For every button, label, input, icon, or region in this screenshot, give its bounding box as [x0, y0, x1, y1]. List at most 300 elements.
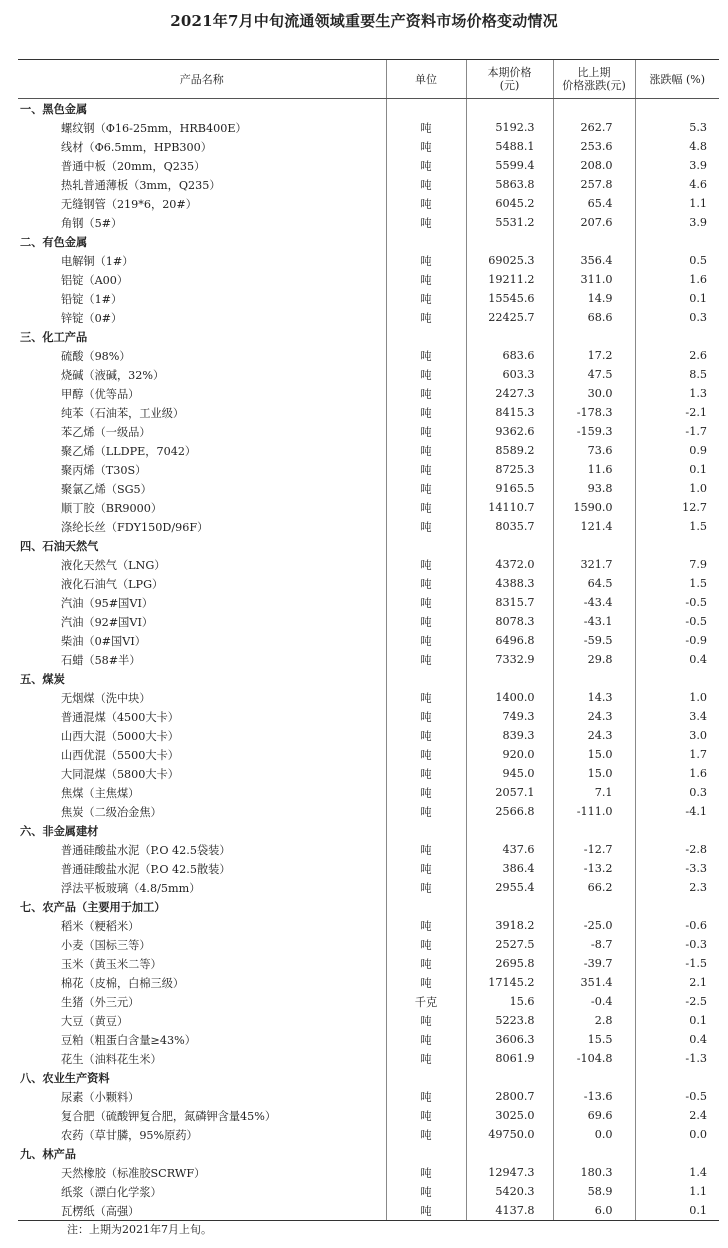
product-percent: 0.0: [635, 1125, 719, 1144]
category-name: 六、非金属建材: [20, 823, 99, 838]
product-percent: 5.3: [635, 118, 719, 137]
table-row: [18, 479, 719, 498]
product-name: 普通硅酸盐水泥（P.O 42.5散装）: [61, 862, 231, 876]
product-percent: -0.3: [635, 935, 719, 954]
product-price: 5420.3: [466, 1182, 553, 1201]
product-price: 2695.8: [466, 954, 553, 973]
product-percent: 1.3: [635, 384, 719, 403]
product-change: 7.1: [553, 783, 635, 802]
product-name: 纸浆（漂白化学浆）: [61, 1185, 162, 1199]
table-body: [18, 99, 719, 1221]
category-row: [18, 669, 719, 688]
category-percent-cell: [635, 327, 719, 346]
table-row: [18, 213, 719, 232]
category-unit-cell: [386, 669, 466, 688]
category-percent-cell: [635, 536, 719, 555]
product-name: 角钢（5#）: [61, 216, 123, 230]
product-name: 玉米（黄玉米二等）: [61, 957, 162, 971]
category-change-cell: [553, 1144, 635, 1163]
category-unit-cell: [386, 1144, 466, 1163]
product-change: 14.3: [553, 688, 635, 707]
product-price: 5863.8: [466, 175, 553, 194]
product-price: 8589.2: [466, 441, 553, 460]
product-price: 4388.3: [466, 574, 553, 593]
product-unit: 吨: [386, 878, 466, 897]
product-change: 321.7: [553, 555, 635, 574]
product-change: 356.4: [553, 251, 635, 270]
product-unit: 吨: [386, 954, 466, 973]
product-price: 3606.3: [466, 1030, 553, 1049]
table-header-row: [18, 60, 719, 99]
product-change: 180.3: [553, 1163, 635, 1182]
product-unit: 吨: [386, 1049, 466, 1068]
product-change: -159.3: [553, 422, 635, 441]
category-change-cell: [553, 232, 635, 251]
category-row: [18, 897, 719, 916]
product-name: 大同混煤（5800大卡）: [61, 767, 179, 781]
product-change: 208.0: [553, 156, 635, 175]
table-row: [18, 289, 719, 308]
product-price: 1400.0: [466, 688, 553, 707]
table-row: [18, 593, 719, 612]
product-percent: 0.4: [635, 650, 719, 669]
product-unit: 吨: [386, 764, 466, 783]
product-name: 小麦（国标三等）: [61, 938, 151, 952]
table-row: [18, 783, 719, 802]
product-change: -39.7: [553, 954, 635, 973]
product-percent: -0.5: [635, 593, 719, 612]
category-change-cell: [553, 1068, 635, 1087]
product-name: 锌锭（0#）: [61, 311, 123, 325]
product-percent: 0.4: [635, 1030, 719, 1049]
table-row: [18, 460, 719, 479]
product-name: 烧碱（液碱，32%）: [61, 368, 165, 382]
table-row: [18, 194, 719, 213]
product-percent: -4.1: [635, 802, 719, 821]
product-price: 69025.3: [466, 251, 553, 270]
category-percent-cell: [635, 821, 719, 840]
product-price: 2566.8: [466, 802, 553, 821]
product-price: 8415.3: [466, 403, 553, 422]
product-unit: 吨: [386, 346, 466, 365]
category-row: [18, 1144, 719, 1163]
product-unit: 吨: [386, 973, 466, 992]
product-change: 11.6: [553, 460, 635, 479]
product-unit: 千克: [386, 992, 466, 1011]
table-row: [18, 916, 719, 935]
product-price: 3918.2: [466, 916, 553, 935]
product-percent: 2.6: [635, 346, 719, 365]
product-name: 苯乙烯（一级品）: [61, 425, 151, 439]
product-name: 棉花（皮棉，白棉三级）: [61, 976, 185, 990]
table-row: [18, 555, 719, 574]
product-unit: 吨: [386, 1125, 466, 1144]
product-name: 纯苯（石油苯，工业级）: [61, 406, 185, 420]
product-unit: 吨: [386, 1030, 466, 1049]
product-change: 24.3: [553, 726, 635, 745]
header-price: 本期价格 (元): [466, 60, 553, 99]
table-row: [18, 137, 719, 156]
product-change: -8.7: [553, 935, 635, 954]
product-percent: 3.9: [635, 156, 719, 175]
product-name: 汽油（95#国VI）: [61, 596, 154, 610]
product-unit: 吨: [386, 1011, 466, 1030]
product-price: 8061.9: [466, 1049, 553, 1068]
table-row: [18, 1201, 719, 1221]
category-change-cell: [553, 99, 635, 119]
footnote: 注：上期为2021年7月上旬。: [67, 1223, 212, 1236]
product-change: 0.0: [553, 1125, 635, 1144]
header-percent: 涨跌幅 (%): [635, 60, 719, 99]
table-row: [18, 1106, 719, 1125]
product-unit: 吨: [386, 631, 466, 650]
product-change: -178.3: [553, 403, 635, 422]
product-unit: 吨: [386, 688, 466, 707]
product-unit: 吨: [386, 593, 466, 612]
product-change: -25.0: [553, 916, 635, 935]
product-unit: 吨: [386, 1163, 466, 1182]
category-price-cell: [466, 1068, 553, 1087]
product-percent: 1.6: [635, 764, 719, 783]
product-change: 257.8: [553, 175, 635, 194]
product-unit: 吨: [386, 270, 466, 289]
product-price: 8035.7: [466, 517, 553, 536]
product-unit: 吨: [386, 422, 466, 441]
product-change: 68.6: [553, 308, 635, 327]
product-unit: 吨: [386, 745, 466, 764]
product-change: 351.4: [553, 973, 635, 992]
product-price: 5599.4: [466, 156, 553, 175]
product-change: -13.2: [553, 859, 635, 878]
product-name: 尿素（小颗料）: [61, 1090, 140, 1104]
product-percent: 12.7: [635, 498, 719, 517]
product-price: 2527.5: [466, 935, 553, 954]
product-price: 12947.3: [466, 1163, 553, 1182]
product-change: 207.6: [553, 213, 635, 232]
product-change: 73.6: [553, 441, 635, 460]
product-unit: 吨: [386, 555, 466, 574]
product-percent: 0.9: [635, 441, 719, 460]
product-name: 聚乙烯（LLDPE，7042）: [61, 444, 197, 458]
product-percent: 1.7: [635, 745, 719, 764]
product-unit: 吨: [386, 574, 466, 593]
product-percent: -3.3: [635, 859, 719, 878]
product-price: 14110.7: [466, 498, 553, 517]
product-name: 普通硅酸盐水泥（P.O 42.5袋装）: [61, 843, 231, 857]
table-row: [18, 574, 719, 593]
product-name: 硫酸（98%）: [61, 349, 131, 363]
product-change: -12.7: [553, 840, 635, 859]
price-table-container: [18, 59, 719, 1221]
product-name: 普通混煤（4500大卡）: [61, 710, 179, 724]
product-percent: 2.4: [635, 1106, 719, 1125]
product-percent: 3.0: [635, 726, 719, 745]
product-name: 山西优混（5500大卡）: [61, 748, 179, 762]
table-row: [18, 764, 719, 783]
product-name: 液化天然气（LNG）: [61, 558, 166, 572]
table-row: [18, 1049, 719, 1068]
product-percent: 1.4: [635, 1163, 719, 1182]
product-price: 17145.2: [466, 973, 553, 992]
category-name: 八、农业生产资料: [20, 1070, 110, 1085]
product-change: 253.6: [553, 137, 635, 156]
product-unit: 吨: [386, 403, 466, 422]
product-unit: 吨: [386, 175, 466, 194]
product-price: 9362.6: [466, 422, 553, 441]
category-row: [18, 232, 719, 251]
product-change: 58.9: [553, 1182, 635, 1201]
table-row: [18, 422, 719, 441]
product-percent: -0.6: [635, 916, 719, 935]
category-row: [18, 327, 719, 346]
category-name: 五、煤炭: [20, 671, 65, 686]
table-row: [18, 1011, 719, 1030]
product-unit: 吨: [386, 137, 466, 156]
product-unit: 吨: [386, 289, 466, 308]
product-name: 铝锭（A00）: [61, 273, 129, 287]
table-row: [18, 1163, 719, 1182]
product-percent: 0.5: [635, 251, 719, 270]
product-name: 无缝钢管（219*6，20#）: [61, 197, 197, 211]
product-name: 农药（草甘膦，95%原药）: [61, 1128, 198, 1142]
table-row: [18, 1030, 719, 1049]
product-percent: 1.6: [635, 270, 719, 289]
product-unit: 吨: [386, 213, 466, 232]
category-change-cell: [553, 669, 635, 688]
table-row: [18, 118, 719, 137]
table-row: [18, 745, 719, 764]
product-change: 15.0: [553, 745, 635, 764]
product-change: 47.5: [553, 365, 635, 384]
category-unit-cell: [386, 1068, 466, 1087]
category-price-cell: [466, 99, 553, 119]
table-row: [18, 403, 719, 422]
category-name: 四、石油天然气: [20, 538, 99, 553]
product-unit: 吨: [386, 783, 466, 802]
product-change: 69.6: [553, 1106, 635, 1125]
category-percent-cell: [635, 99, 719, 119]
category-unit-cell: [386, 99, 466, 119]
category-unit-cell: [386, 232, 466, 251]
product-change: -43.4: [553, 593, 635, 612]
product-percent: 0.1: [635, 460, 719, 479]
product-unit: 吨: [386, 1087, 466, 1106]
product-name: 聚氯乙烯（SG5）: [61, 482, 152, 496]
category-price-cell: [466, 327, 553, 346]
table-row: [18, 1087, 719, 1106]
category-row: [18, 99, 719, 119]
product-change: 66.2: [553, 878, 635, 897]
product-name: 瓦楞纸（高强）: [18, 1201, 386, 1221]
product-unit: 吨: [386, 156, 466, 175]
product-change: 64.5: [553, 574, 635, 593]
category-change-cell: [553, 821, 635, 840]
product-price: 5531.2: [466, 213, 553, 232]
table-row: [18, 517, 719, 536]
product-percent: -2.8: [635, 840, 719, 859]
table-row: [18, 156, 719, 175]
product-name: 螺纹钢（Φ16-25mm，HRB400E）: [61, 121, 247, 135]
product-change: 15.0: [553, 764, 635, 783]
product-unit: 吨: [386, 859, 466, 878]
product-percent: 1.5: [635, 517, 719, 536]
product-unit: 吨: [386, 1106, 466, 1125]
header-unit: 单位: [386, 60, 466, 99]
product-percent: 7.9: [635, 555, 719, 574]
product-name: 浮法平板玻璃（4.8/5mm）: [61, 881, 201, 895]
product-name: 稻米（粳稻米）: [61, 919, 140, 933]
table-row: [18, 935, 719, 954]
product-name: 花生（油料花生米）: [61, 1052, 162, 1066]
product-percent: 1.0: [635, 688, 719, 707]
product-name: 石蜡（58#半）: [61, 653, 141, 667]
table-row: [18, 688, 719, 707]
product-unit: 吨: [386, 650, 466, 669]
table-row: [18, 1125, 719, 1144]
product-unit: 吨: [386, 460, 466, 479]
table-row: [18, 878, 719, 897]
table-row: [18, 612, 719, 631]
product-price: 749.3: [466, 707, 553, 726]
header-product-name: 产品名称: [18, 60, 386, 99]
product-name: 无烟煤（洗中块）: [61, 691, 151, 705]
category-price-cell: [466, 669, 553, 688]
product-price: 6045.2: [466, 194, 553, 213]
table-row: [18, 802, 719, 821]
product-unit: 吨: [386, 935, 466, 954]
product-unit: 吨: [386, 517, 466, 536]
product-percent: 0.3: [635, 308, 719, 327]
product-price: 15545.6: [466, 289, 553, 308]
table-row: [18, 346, 719, 365]
product-price: 22425.7: [466, 308, 553, 327]
product-price: 2955.4: [466, 878, 553, 897]
product-unit: 吨: [386, 612, 466, 631]
product-name: 大豆（黄豆）: [61, 1014, 129, 1028]
product-percent: 0.1: [635, 1201, 719, 1221]
product-change: -59.5: [553, 631, 635, 650]
product-change: 14.9: [553, 289, 635, 308]
product-price: 603.3: [466, 365, 553, 384]
product-percent: -2.1: [635, 403, 719, 422]
product-unit: 吨: [386, 308, 466, 327]
product-name: 焦炭（二级冶金焦）: [61, 805, 162, 819]
product-price: 5192.3: [466, 118, 553, 137]
product-percent: 0.1: [635, 1011, 719, 1030]
product-name: 复合肥（硫酸钾复合肥，氮磷钾含量45%）: [61, 1109, 277, 1123]
table-row: [18, 707, 719, 726]
product-unit: 吨: [386, 802, 466, 821]
product-price: 386.4: [466, 859, 553, 878]
product-change: -0.4: [553, 992, 635, 1011]
category-name: 九、林产品: [20, 1146, 76, 1161]
product-price: 2427.3: [466, 384, 553, 403]
product-name: 铅锭（1#）: [61, 292, 123, 306]
product-percent: 8.5: [635, 365, 719, 384]
product-name: 山西大混（5000大卡）: [61, 729, 179, 743]
product-price: 15.6: [466, 992, 553, 1011]
category-change-cell: [553, 536, 635, 555]
table-row: [18, 954, 719, 973]
product-change: 65.4: [553, 194, 635, 213]
product-percent: 2.1: [635, 973, 719, 992]
product-price: 683.6: [466, 346, 553, 365]
product-name: 涤纶长丝（FDY150D/96F）: [61, 520, 209, 534]
table-row: [18, 498, 719, 517]
product-price: 920.0: [466, 745, 553, 764]
category-price-cell: [466, 821, 553, 840]
product-price: 4137.8: [466, 1201, 553, 1221]
product-unit: 吨: [386, 118, 466, 137]
product-unit: 吨: [386, 726, 466, 745]
table-row: [18, 270, 719, 289]
category-name: 三、化工产品: [20, 329, 88, 344]
table-row: [18, 1182, 719, 1201]
price-table: [18, 59, 719, 1221]
product-price: 7332.9: [466, 650, 553, 669]
category-name: 七、农产品（主要用于加工）: [20, 899, 166, 914]
product-unit: 吨: [386, 251, 466, 270]
category-row: [18, 536, 719, 555]
product-name: 聚丙烯（T30S）: [61, 463, 147, 477]
product-price: 8315.7: [466, 593, 553, 612]
table-row: [18, 840, 719, 859]
table-row: [18, 973, 719, 992]
product-unit: 吨: [386, 1182, 466, 1201]
category-unit-cell: [386, 327, 466, 346]
product-percent: 0.1: [635, 289, 719, 308]
table-row: [18, 175, 719, 194]
product-percent: 4.6: [635, 175, 719, 194]
category-row: [18, 821, 719, 840]
product-unit: 吨: [386, 1201, 466, 1221]
product-name: 线材（Φ6.5mm，HPB300）: [61, 140, 212, 154]
table-row: [18, 308, 719, 327]
product-price: 9165.5: [466, 479, 553, 498]
product-name: 顺丁胶（BR9000）: [61, 501, 163, 515]
product-price: 2057.1: [466, 783, 553, 802]
product-name: 热轧普通薄板（3mm，Q235）: [61, 178, 221, 192]
product-percent: -0.5: [635, 1087, 719, 1106]
product-unit: 吨: [386, 384, 466, 403]
product-name: 豆粕（粗蛋白含量≥43%）: [61, 1033, 196, 1047]
product-percent: 1.1: [635, 1182, 719, 1201]
product-price: 5488.1: [466, 137, 553, 156]
product-name: 柴油（0#国VI）: [61, 634, 146, 648]
product-price: 5223.8: [466, 1011, 553, 1030]
category-name: 一、黑色金属: [20, 101, 88, 116]
table-row: [18, 251, 719, 270]
product-change: -43.1: [553, 612, 635, 631]
category-unit-cell: [386, 536, 466, 555]
category-percent-cell: [635, 232, 719, 251]
table-row: [18, 859, 719, 878]
product-price: 49750.0: [466, 1125, 553, 1144]
product-unit: 吨: [386, 916, 466, 935]
product-name: 焦煤（主焦煤）: [61, 786, 140, 800]
product-percent: 1.0: [635, 479, 719, 498]
table-row: [18, 650, 719, 669]
category-percent-cell: [635, 669, 719, 688]
category-change-cell: [553, 327, 635, 346]
product-price: 839.3: [466, 726, 553, 745]
product-name: 液化石油气（LPG）: [61, 577, 164, 591]
product-change: 6.0: [553, 1201, 635, 1221]
product-unit: 吨: [386, 498, 466, 517]
product-price: 945.0: [466, 764, 553, 783]
table-row: [18, 384, 719, 403]
product-unit: 吨: [386, 840, 466, 859]
